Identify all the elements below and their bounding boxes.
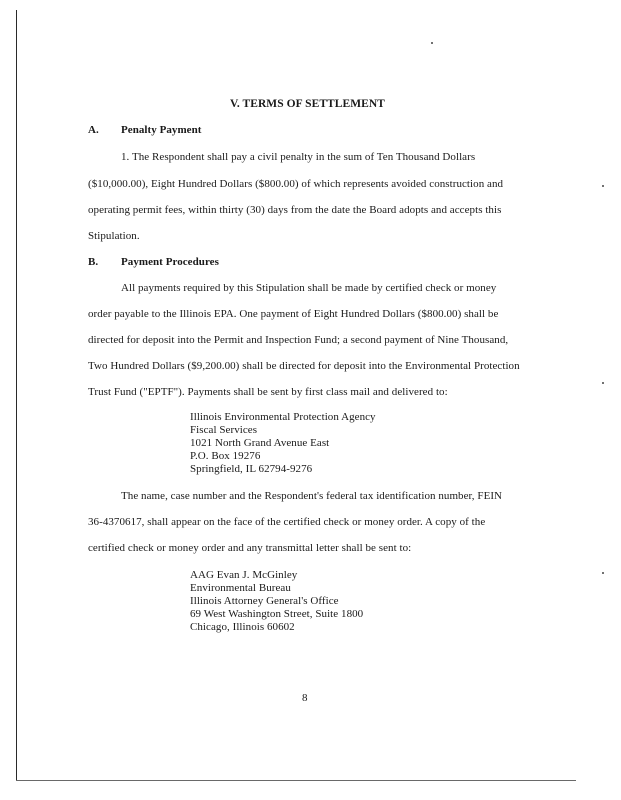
address-line: P.O. Box 19276 [190,450,261,462]
paragraph-line: The name, case number and the Respondent's federal tax identification number, FEIN [121,490,503,502]
scan-speck [431,42,433,44]
address-line: Illinois Attorney General's Office [190,595,339,607]
scan-speck [602,185,604,187]
section-b-label: B. [88,256,99,268]
address-line: Chicago, Illinois 60602 [190,621,295,633]
page-number: 8 [302,692,308,704]
section-a-label: A. [88,124,99,136]
paragraph-line: Stipulation. [88,230,140,242]
address-line: Fiscal Services [190,424,258,436]
address-line: Springfield, IL 62794-9276 [190,463,313,475]
paragraph-line: Trust Fund ("EPTF"). Payments shall be sent by first class mail and delivered to: [88,386,448,398]
scan-speck [602,382,604,384]
paragraph-line: operating permit fees, within thirty (30) days from the date the Board adopts and accepts this [88,204,502,216]
paragraph-line: ($10,000.00), Eight Hundred Dollars ($800.00) of which represents avoided construction and [88,178,504,190]
section-title: V. TERMS OF SETTLEMENT [230,98,385,110]
paragraph-line: directed for deposit into the Permit and Inspection Fund; a second payment of Nine Thousand, [88,334,509,346]
scan-border-left [16,10,17,780]
address-line: 1021 North Grand Avenue East [190,437,330,449]
address-line: Environmental Bureau [190,582,291,594]
paragraph-line: 36-4370617, shall appear on the face of the certified check or money order. A copy of the [88,516,486,528]
address-line: AAG Evan J. McGinley [190,569,298,581]
section-b-title: Payment Procedures [121,256,219,268]
paragraph-line: Two Hundred Dollars ($9,200.00) shall be directed for deposit into the Environmental Protection [88,360,520,372]
address-line: 69 West Washington Street, Suite 1800 [190,608,364,620]
address-line: Illinois Environmental Protection Agency [190,411,376,423]
paragraph-line: order payable to the Illinois EPA. One payment of Eight Hundred Dollars ($800.00) shall be [88,308,499,320]
paragraph-line: All payments required by this Stipulation shall be made by certified check or money [121,282,497,294]
scan-border-bottom [16,780,576,781]
section-a-title: Penalty Payment [121,124,202,136]
paragraph-line: certified check or money order and any transmittal letter shall be sent to: [88,542,412,554]
scan-speck [602,572,604,574]
paragraph-line: 1. The Respondent shall pay a civil penalty in the sum of Ten Thousand Dollars [121,151,476,163]
